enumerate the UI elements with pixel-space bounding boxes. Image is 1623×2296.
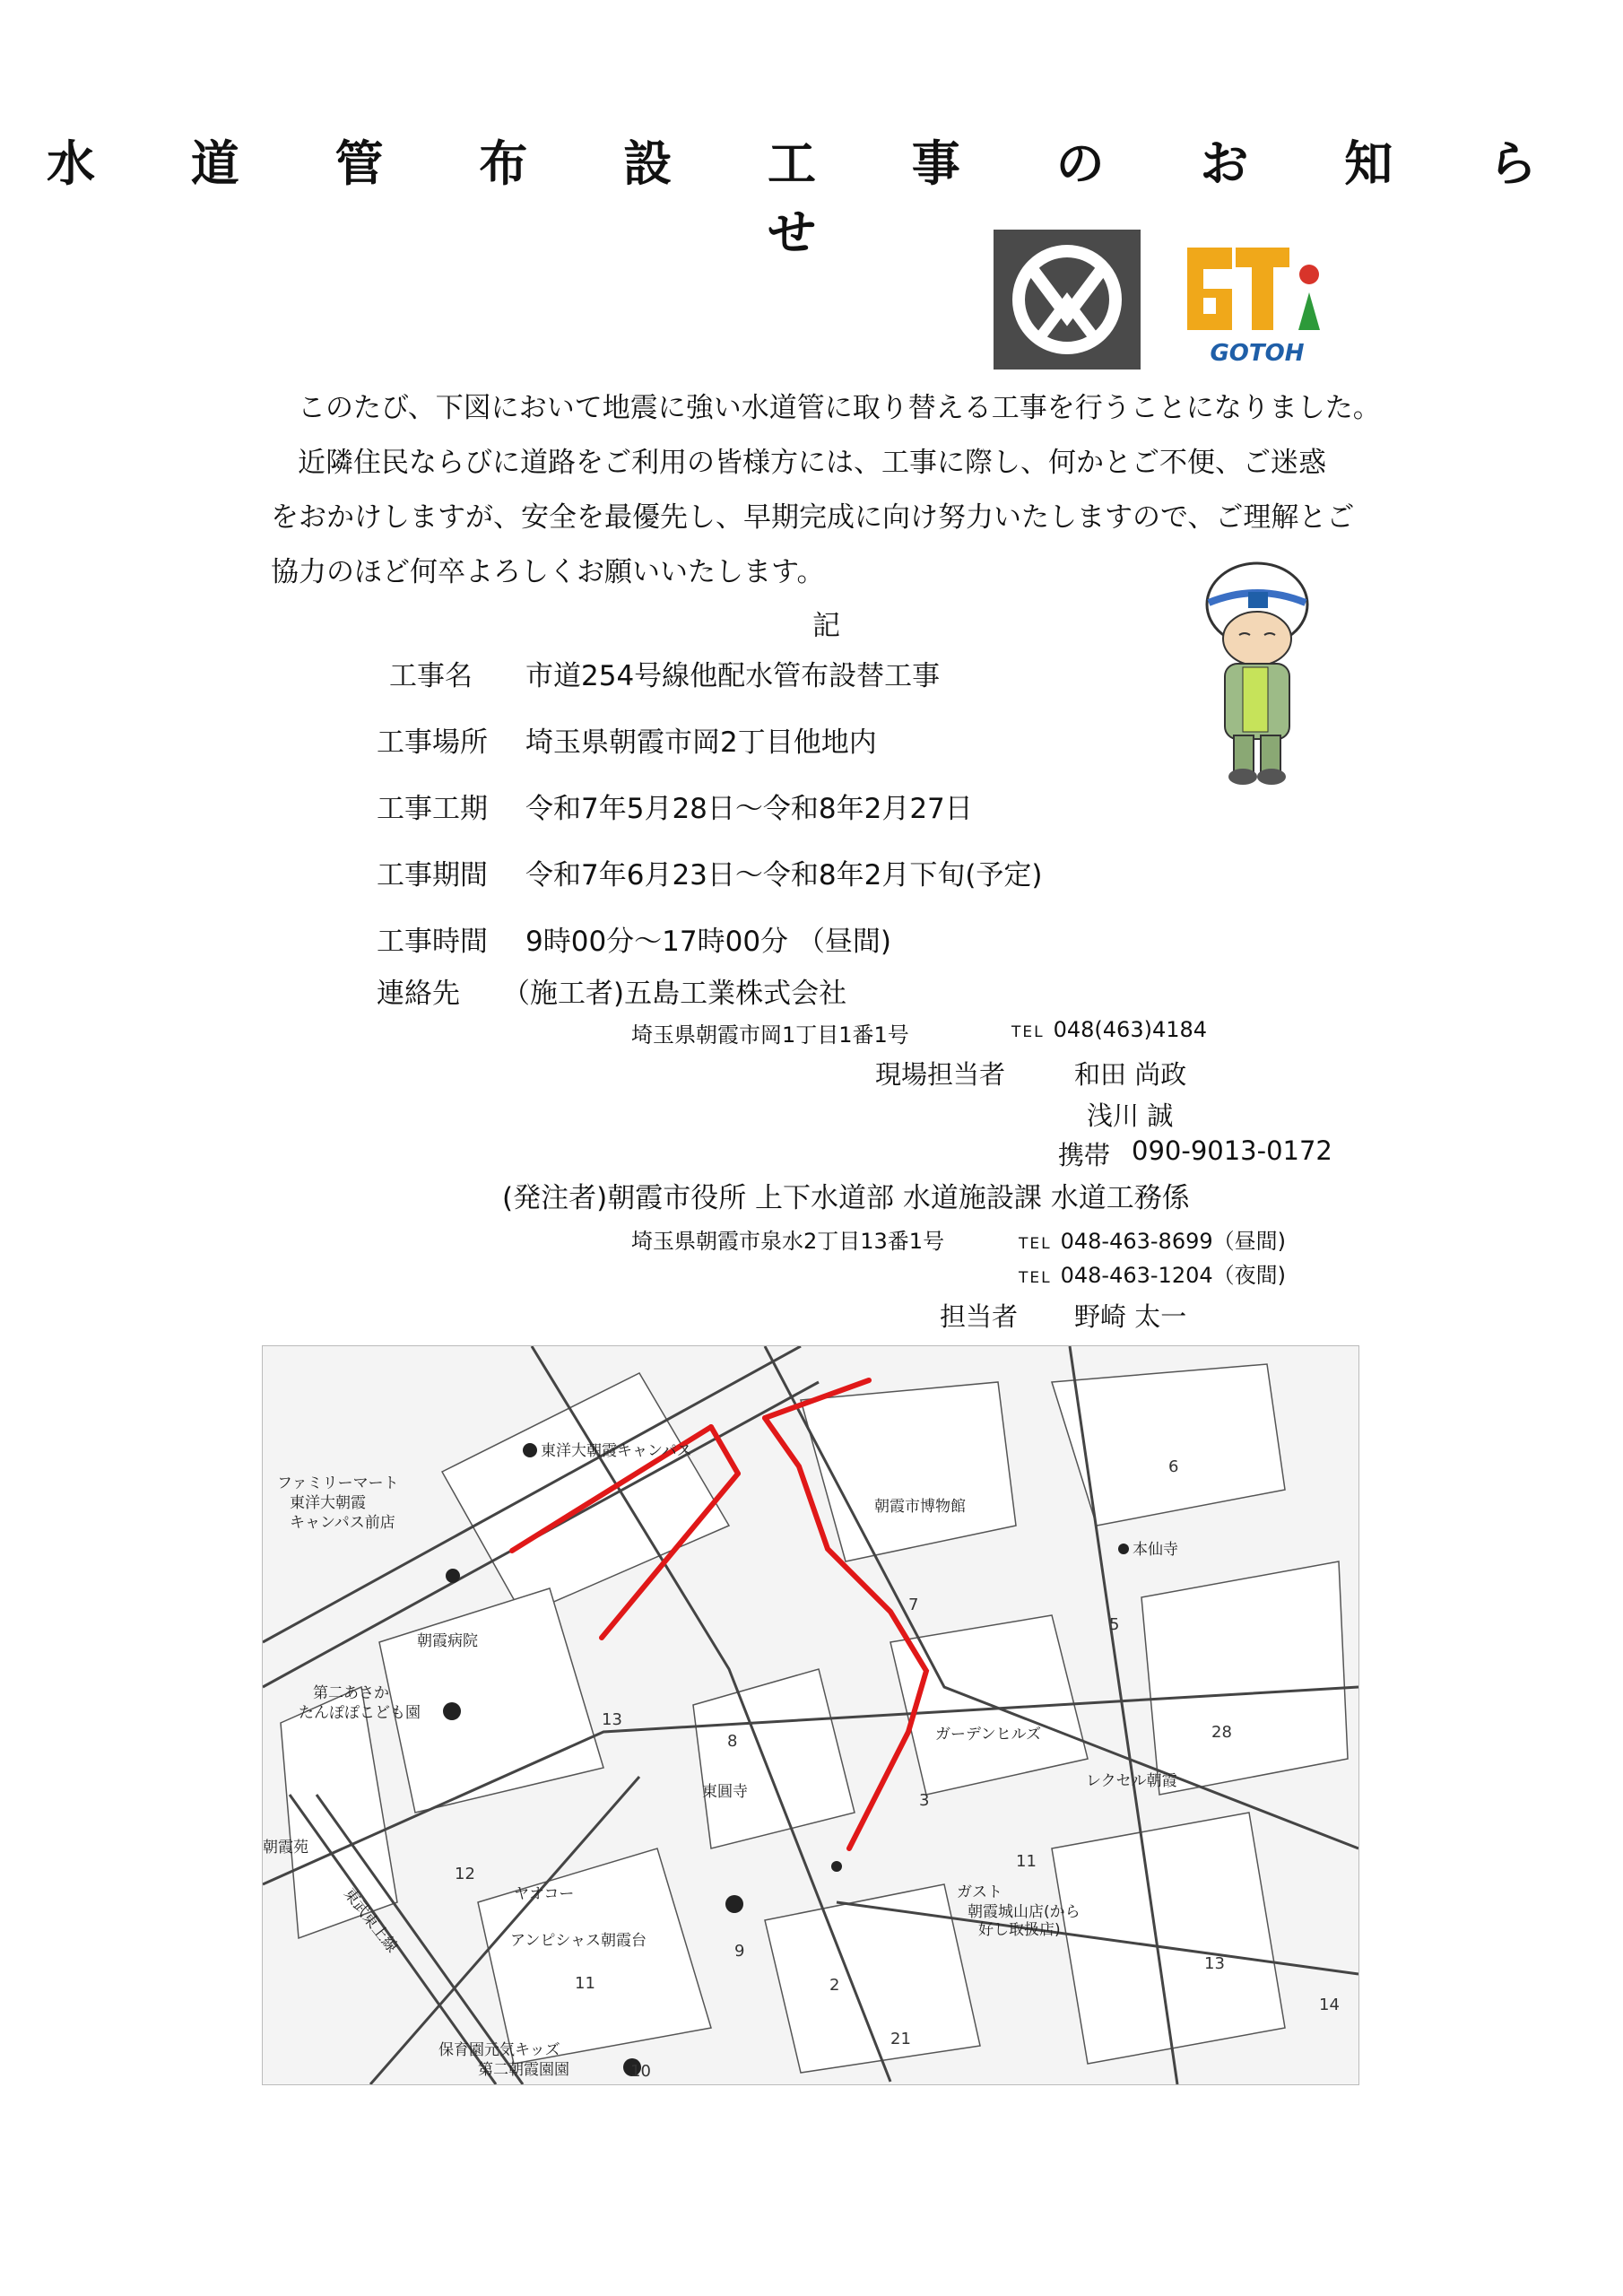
orderer-tel-day-number[interactable]: 048-463-8699（昼間) [1060,1229,1286,1254]
map-num: 12 [455,1865,475,1883]
contractor-tel [1011,1017,1207,1042]
site-manager-name-1: 和田 尚政 [1074,1059,1187,1090]
map-num: 21 [890,2030,911,2048]
city-emblem-icon [994,230,1141,370]
gotoh-logo [1184,230,1331,370]
tel-mark: TEL [1019,1269,1052,1287]
construction-period-label: 工事期間 [377,859,488,891]
map-label-familymart2: 東洋大朝霞 [290,1494,366,1512]
construction-term-value: 令和7年5月28日～令和8年2月27日 [525,793,973,825]
construction-term-label: 工事工期 [377,793,488,825]
map-num: 10 [630,2062,651,2081]
orderer-tel-night-number[interactable]: 048-463-1204（夜間) [1060,1263,1286,1288]
map-label-university: 東洋大朝霞キャンパス [541,1442,692,1460]
map-label-yaoko: ヤオコー [514,1885,575,1903]
construction-hours-value: 9時00分～17時00分 （昼間) [525,926,892,958]
map-num: 13 [1204,1954,1225,1973]
map-num: 28 [1211,1723,1232,1742]
map-num: 11 [1016,1852,1037,1871]
contact-label: 連絡先 [377,978,460,1010]
orderer-tel-night [1019,1257,1286,1289]
construction-map[interactable] [262,1345,1359,2085]
map-num: 7 [908,1596,919,1614]
orderer-tel-day [1019,1223,1286,1255]
map-label-toenji: 東圓寺 [702,1783,748,1801]
map-label-gusto: ガスト [957,1883,1002,1901]
construction-period-value: 令和7年6月23日～令和8年2月下旬(予定) [525,859,1043,891]
contractor-address: 埼玉県朝霞市岡1丁目1番1号 [631,1022,909,1048]
mobile-label: 携帯 [1058,1140,1111,1170]
map-label-expressway: 東武東上線 [340,1884,402,1957]
map-label-hoikuen1: 保育園元気キッズ [438,2041,560,2059]
orderer-name: (発注者)朝霞市役所 上下水道部 水道施設課 水道工務係 [502,1182,1190,1214]
map-num: 9 [734,1942,745,1961]
worker-mascot-icon [1193,556,1327,789]
intro-line-2: 近隣住民ならびに道路をご利用の皆様方には、工事に際し、何かとご不便、ご迷惑 [298,447,1326,479]
map-label-asakaen: 朝霞苑 [263,1839,308,1857]
map-label-familymart: ファミリーマート [277,1474,399,1492]
map-label-gusto3: 好し取扱店) [978,1921,1061,1939]
map-num: 6 [1168,1457,1179,1476]
orderer-address: 埼玉県朝霞市泉水2丁目13番1号 [631,1229,945,1254]
construction-place-value: 埼玉県朝霞市岡2丁目他地内 [525,726,877,759]
map-label-museum: 朝霞市博物館 [874,1498,966,1516]
map-label-gusto2: 朝霞城山店(から [968,1903,1081,1921]
map-label-hoikuen2: 第二朝霞園園 [478,2061,569,2079]
person-name: 野崎 太一 [1074,1301,1187,1332]
map-num: 3 [919,1791,930,1810]
tel-mark: TEL [1019,1235,1052,1253]
construction-place-label: 工事場所 [377,726,488,759]
person-label: 担当者 [940,1301,1019,1332]
site-manager-label: 現場担当者 [875,1059,1006,1090]
intro-line-4: 協力のほど何卒よろしくお願いいたします。 [271,556,825,588]
intro-line-1: このたび、下図において地震に強い水道管に取り替える工事を行うことになりました。 [298,392,1381,424]
map-label-garden-hills: ガーデンヒルズ [935,1726,1042,1744]
map-num: 8 [727,1732,738,1751]
map-num: 14 [1319,1996,1340,2014]
contractor-name: （施工者)五島工業株式会社 [502,978,847,1010]
map-label-honsenji: 本仙寺 [1133,1541,1178,1559]
site-manager-name-2: 浅川 誠 [1087,1100,1174,1131]
map-label-ampisias: アンピシャス朝霞台 [510,1932,647,1950]
map-num: 13 [602,1710,622,1729]
map-label-rexel: レクセル朝霞 [1086,1772,1177,1790]
map-num: 11 [575,1974,595,1993]
ki-heading: 記 [812,610,840,642]
mobile-number[interactable]: 090-9013-0172 [1132,1135,1332,1166]
map-label-hospital: 朝霞病院 [417,1632,478,1650]
map-label-nursery2: たんぽぽこども園 [299,1704,421,1722]
page-title: 水 道 管 布 設 工 事 の お 知 ら せ [47,135,1576,261]
construction-hours-label: 工事時間 [377,926,488,958]
construction-name-value: 市道254号線他配水管布設替工事 [525,660,941,692]
gotoh-logo-text: GOTOH [1210,340,1305,367]
intro-line-3: をおかけしますが、安全を最優先し、早期完成に向け努力いたしますので、ご理解とご [271,501,1355,534]
map-num: 2 [829,1976,840,1995]
map-label-familymart3: キャンパス前店 [290,1514,395,1532]
map-label-nursery1: 第二あさか [313,1684,389,1702]
construction-name-label: 工事名 [389,660,473,692]
contractor-tel-number[interactable]: 048(463)4184 [1053,1017,1208,1042]
map-num: 5 [1109,1615,1120,1634]
map-svg [263,1346,1358,2084]
tel-mark: TEL [1011,1023,1045,1041]
